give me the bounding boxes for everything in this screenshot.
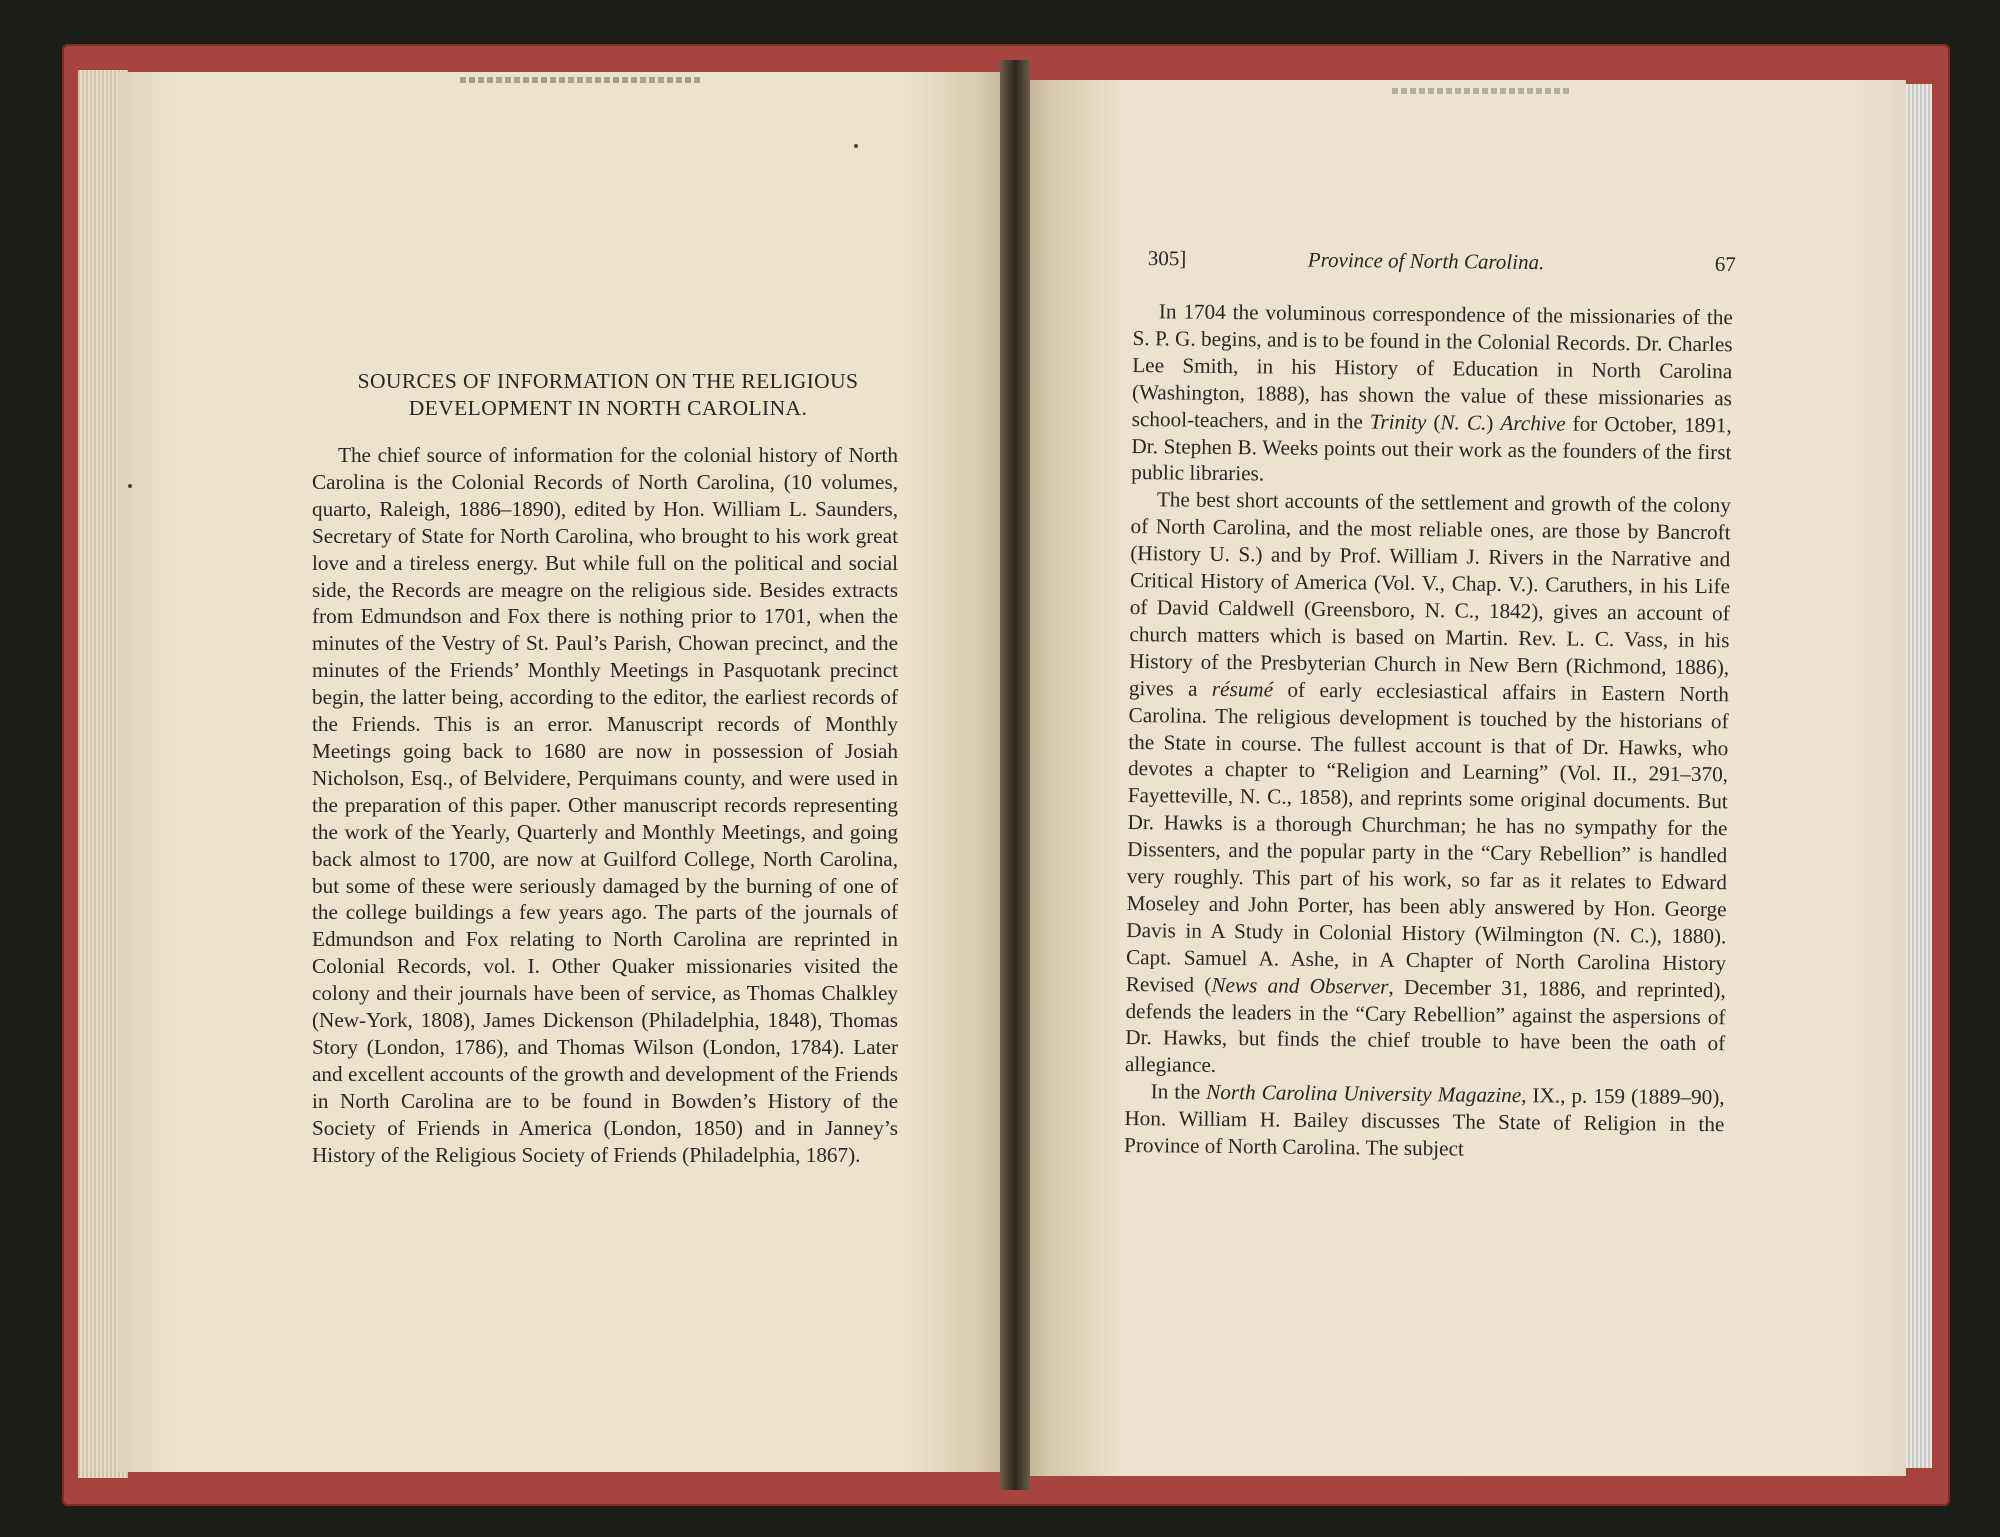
italic-run: North Carolina University Magazine [1206,1080,1522,1108]
page-speck [128,484,132,488]
right-paragraph-1 [1131,298,1733,493]
text-run: , December 31, 1886, and reprinted), defends the leaders in the “Cary Rebellion” against the aspersions of Dr. Hawks, but finds the chief trouble to have been the oath of allegiance. [1124,974,1726,1078]
right-paragraph-3 [1124,1078,1725,1165]
text-run: ) [1486,410,1501,435]
header-page-ref: 305] [1147,246,1187,271]
italic-run: résumé [1211,676,1274,702]
text-run: ( [1426,409,1441,434]
running-header [1148,246,1736,282]
text-run: , IX., p. 159 (1889–90), Hon. William H. Bailey discusses The State of Religion in the Province of North Carolina. The subject [1124,1083,1725,1161]
book-gutter [1000,60,1030,1490]
left-page-body [312,442,898,1168]
text-run: In the [1150,1079,1207,1105]
text-run: of early ecclesiastical affairs in Eastern North Carolina. The religious development is touched by the historians of the State in course. The fullest account is that of Dr. Hawks, who devotes a chapter to “Religion and Learning” (Vol. II., 291–370, Fayetteville, N. C., 1858), and reprints some original documents. But Dr. Hawks is a thorough Churchman; he has no sympathy for the Dissenters, and the popular party in the “Cary Rebellion” is handled very roughly. This part of his work, so far as it relates to Edward Moseley and John Porter, has been ably answered by Hon. George Davis in A Study in Colonial History (Wilmington (N. C.), 1880). Capt. Samuel A. Ashe, in A Chapter of North Carolina History Revised ( [1125,677,1730,997]
page-speck [854,144,858,148]
top-edge-marks-right [1392,88,1572,94]
left-paragraph: The chief source of information for the colonial history of North Carolina is the Colonial Records of North Carolina, (10 volumes, quarto, Raleigh, 1886–1890), edited by Hon. William L. Saunders, Secretary of State for North Carolina, who brought to his work great love and a tireless energy. But while full on the political and social side, the Records are meagre on the religious side. Besides extracts from Edmundson and Fox there is nothing prior to 1701, when the minutes of the Vestry of St. Paul’s Parish, Chowan precinct, and the minutes of the Friends’ Monthly Meetings in Pasquotank precinct begin, the latter being, according to the editor, the earliest records of the Friends. This is an error. Manuscript records of Monthly Meetings going back to 1680 are now in possession of Josiah Nicholson, Esq., of Belvidere, Perquimans county, and were used in the preparation of this paper. Other manuscript records representing the work of the Yearly, Quarterly and Monthly Meetings, and going back almost to 1700, are now at Guilford College, North Carolina, but some of these were seriously damaged by the burning of one of the college buildings a few years ago. The parts of the journals of Edmundson and Fox relating to North Carolina are reprinted in Colonial Records, vol. I. Other Quaker missionaries visited the colony and their journals have been of service, as Thomas Chalkley (New-York, 1808), James Dickenson (Philadelphia, 1848), Thomas Story (London, 1786), and Thomas Wilson (London, 1784). Later and excellent accounts of the growth and development of the Friends in North Carolina are to be found in Bowden’s History of the Society of Friends in America (London, 1850) and in Janney’s History of the Religious Society of Friends (Philadelphia, 1867). [312,443,898,1167]
page-number: 67 [1714,251,1736,277]
section-title [310,368,906,422]
text-run: for October, 1891, Dr. Stephen B. Weeks points out their work as the founders of the first public libraries. [1131,411,1732,486]
right-page-edges [1902,84,1932,1468]
text-run: In 1704 the voluminous correspondence of the missionaries of the S. P. G. begins, and is to be found in the Colonial Records. Dr. Charles Lee Smith, in his History of Education in North Carolina (Washington, 1888), has shown the value of these missionaries as school-teachers, and in the [1131,299,1733,434]
text-run: The best short accounts of the settlement and growth of the colony of North Carolina, and the most reliable ones, are those by Bancroft (History U. S.) and by Prof. William J. Rivers in the Narrative and Critical History of America (Vol. V., Chap. V.). Caruthers, in his Life of David Caldwell (Greensboro, N. C., 1842), gives an account of church matters which is based on Martin. Rev. L. C. Vass, in his History of the Presbyterian Church in New Bern (Richmond, 1886), gives a [1128,487,1731,701]
italic-run: Trinity [1369,409,1427,434]
italic-run: Archive [1500,410,1566,436]
title-line-1: SOURCES OF INFORMATION ON THE RELIGIOUS [357,369,859,393]
top-edge-marks-left [460,77,700,83]
right-page-body [1124,298,1733,1165]
right-paragraph-2 [1125,486,1731,1084]
italic-run: News and Observer [1211,972,1389,999]
title-line-2: DEVELOPMENT IN NORTH CAROLINA. [408,396,808,420]
header-running-title: Province of North Carolina. [1307,247,1545,275]
italic-run: N. C. [1440,409,1487,435]
